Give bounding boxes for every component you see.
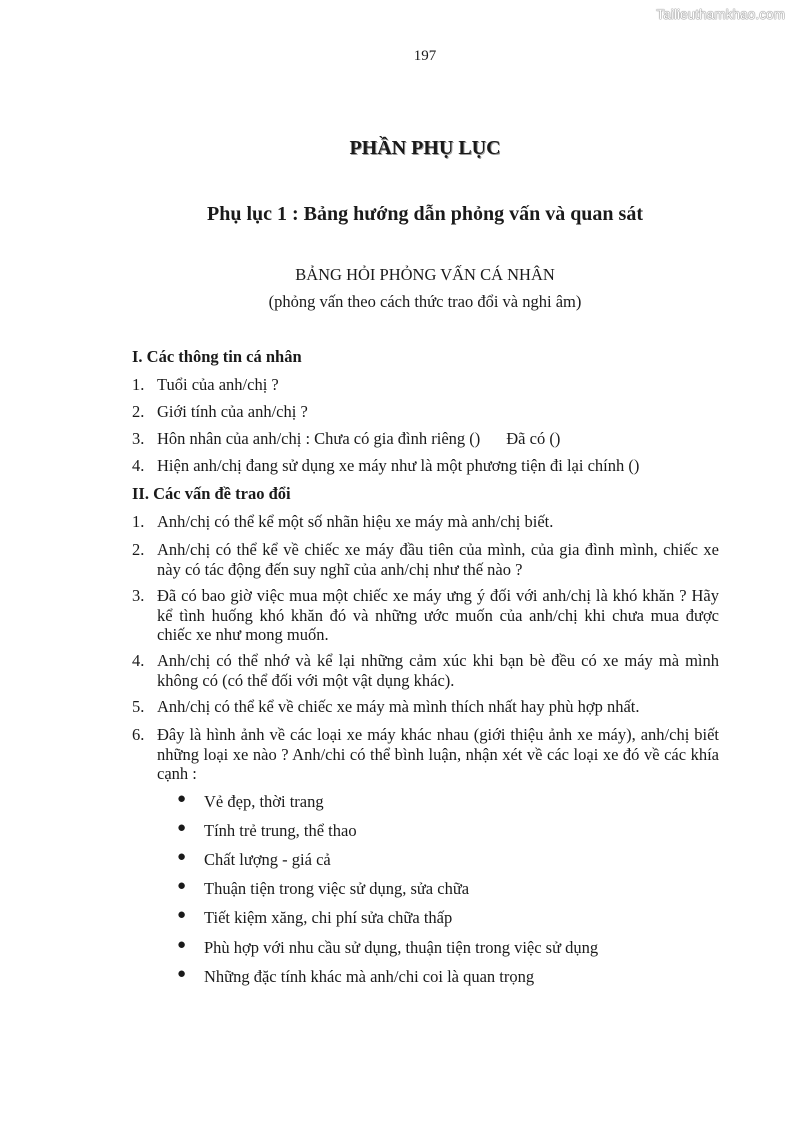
item-text: Anh/chị có thể kể một số nhãn hiệu xe máy mà anh/chị biết.	[157, 512, 554, 531]
bullet-text: Thuận tiện trong việc sử dụng, sửa chữa	[204, 879, 470, 898]
item-text: Anh/chị có thể nhớ và kể lại những cảm xúc khi bạn bè đều có xe máy mà mình không có (có thể đối với một vật dụng khác).	[157, 651, 719, 690]
marital-status-option-single: Hôn nhân của anh/chị : Chưa có gia đình riêng ()	[157, 429, 481, 448]
item-text: Giới tính của anh/chị ?	[157, 402, 308, 421]
appendix-title: Phụ lục 1 : Bảng hướng dẫn phỏng vấn và quan sát	[206, 203, 643, 225]
bullet-item	[177, 850, 331, 870]
section-heading-discussion-topics: II. Các vấn đề trao đổi	[132, 484, 291, 503]
watermark: Tailieuthamkhao.com	[656, 7, 785, 22]
list-item	[132, 512, 719, 532]
bullet-icon: ●	[177, 937, 187, 953]
part-title: PHẦN PHỤ LỤC	[349, 137, 501, 159]
list-item	[132, 429, 719, 449]
bullet-item	[177, 967, 534, 987]
item-text	[157, 429, 719, 449]
item-text: Hiện anh/chị đang sử dụng xe máy như là một phương tiện đi lại chính ()	[157, 456, 640, 475]
item-number: 1.	[132, 375, 145, 394]
list-item	[132, 586, 719, 645]
item-text: Anh/chị có thể kể về chiếc xe máy đầu tiên của mình, của gia đình mình, chiếc xe này có tác động đến suy nghĩ của anh/chị như thế nào ?	[157, 540, 719, 579]
item-text: Anh/chị có thể kể về chiếc xe máy mà mình thích nhất hay phù hợp nhất.	[157, 697, 640, 716]
bullet-item	[177, 821, 357, 841]
page-number: 197	[413, 48, 437, 64]
bullet-text: Phù hợp với nhu cầu sử dụng, thuận tiện trong việc sử dụng	[204, 938, 599, 957]
list-item	[132, 456, 719, 476]
item-number: 5.	[132, 697, 145, 716]
item-text: Tuổi của anh/chị ?	[157, 375, 279, 394]
bullet-text: Tính trẻ trung, thể thao	[204, 821, 357, 840]
item-number: 6.	[132, 725, 145, 744]
bullet-icon: ●	[177, 907, 187, 923]
form-subtitle: (phỏng vấn theo cách thức trao đổi và nghi âm)	[268, 292, 582, 311]
bullet-text: Những đặc tính khác mà anh/chi coi là quan trọng	[204, 967, 535, 986]
bullet-text: Chất lượng - giá cả	[204, 850, 331, 869]
bullet-icon: ●	[177, 791, 187, 807]
list-item	[132, 697, 719, 717]
bullet-text: Vẻ đẹp, thời trang	[204, 792, 324, 811]
form-title: BẢNG HỎI PHỎNG VẤN CÁ NHÂN	[295, 265, 555, 284]
bullet-icon: ●	[177, 878, 187, 894]
item-number: 3.	[132, 586, 145, 605]
bullet-text: Tiết kiệm xăng, chi phí sửa chữa thấp	[204, 908, 453, 927]
bullet-icon: ●	[177, 966, 187, 982]
section-heading-personal-info: I. Các thông tin cá nhân	[132, 347, 302, 366]
item-number: 2.	[132, 540, 145, 559]
item-text: Đã có bao giờ việc mua một chiếc xe máy ưng ý đối với anh/chị là khó khăn ? Hãy kể tình huống khó khăn đó và những ước muốn của anh/chị khi chưa mua được chiếc xe như mong muốn.	[157, 586, 719, 644]
bullet-icon: ●	[177, 849, 187, 865]
bullet-icon: ●	[177, 820, 187, 836]
list-item	[132, 402, 719, 422]
item-number: 1.	[132, 512, 145, 531]
item-text: Đây là hình ảnh về các loại xe máy khác nhau (giới thiệu ảnh xe máy), anh/chị biết những loại xe nào ? Anh/chi có thể bình luận, nhận xét về các loại xe đó về các khía cạnh :	[157, 725, 719, 783]
item-number: 2.	[132, 402, 145, 421]
list-item	[132, 651, 719, 690]
marital-status-option-married: Đã có ()	[506, 429, 561, 448]
item-number: 4.	[132, 456, 145, 475]
bullet-item	[177, 938, 598, 958]
item-number: 3.	[132, 429, 145, 448]
item-number: 4.	[132, 651, 145, 670]
list-item	[132, 375, 719, 395]
list-item	[132, 725, 719, 784]
bullet-item	[177, 908, 452, 928]
bullet-item	[177, 792, 324, 812]
list-item	[132, 540, 719, 579]
bullet-item	[177, 879, 469, 899]
